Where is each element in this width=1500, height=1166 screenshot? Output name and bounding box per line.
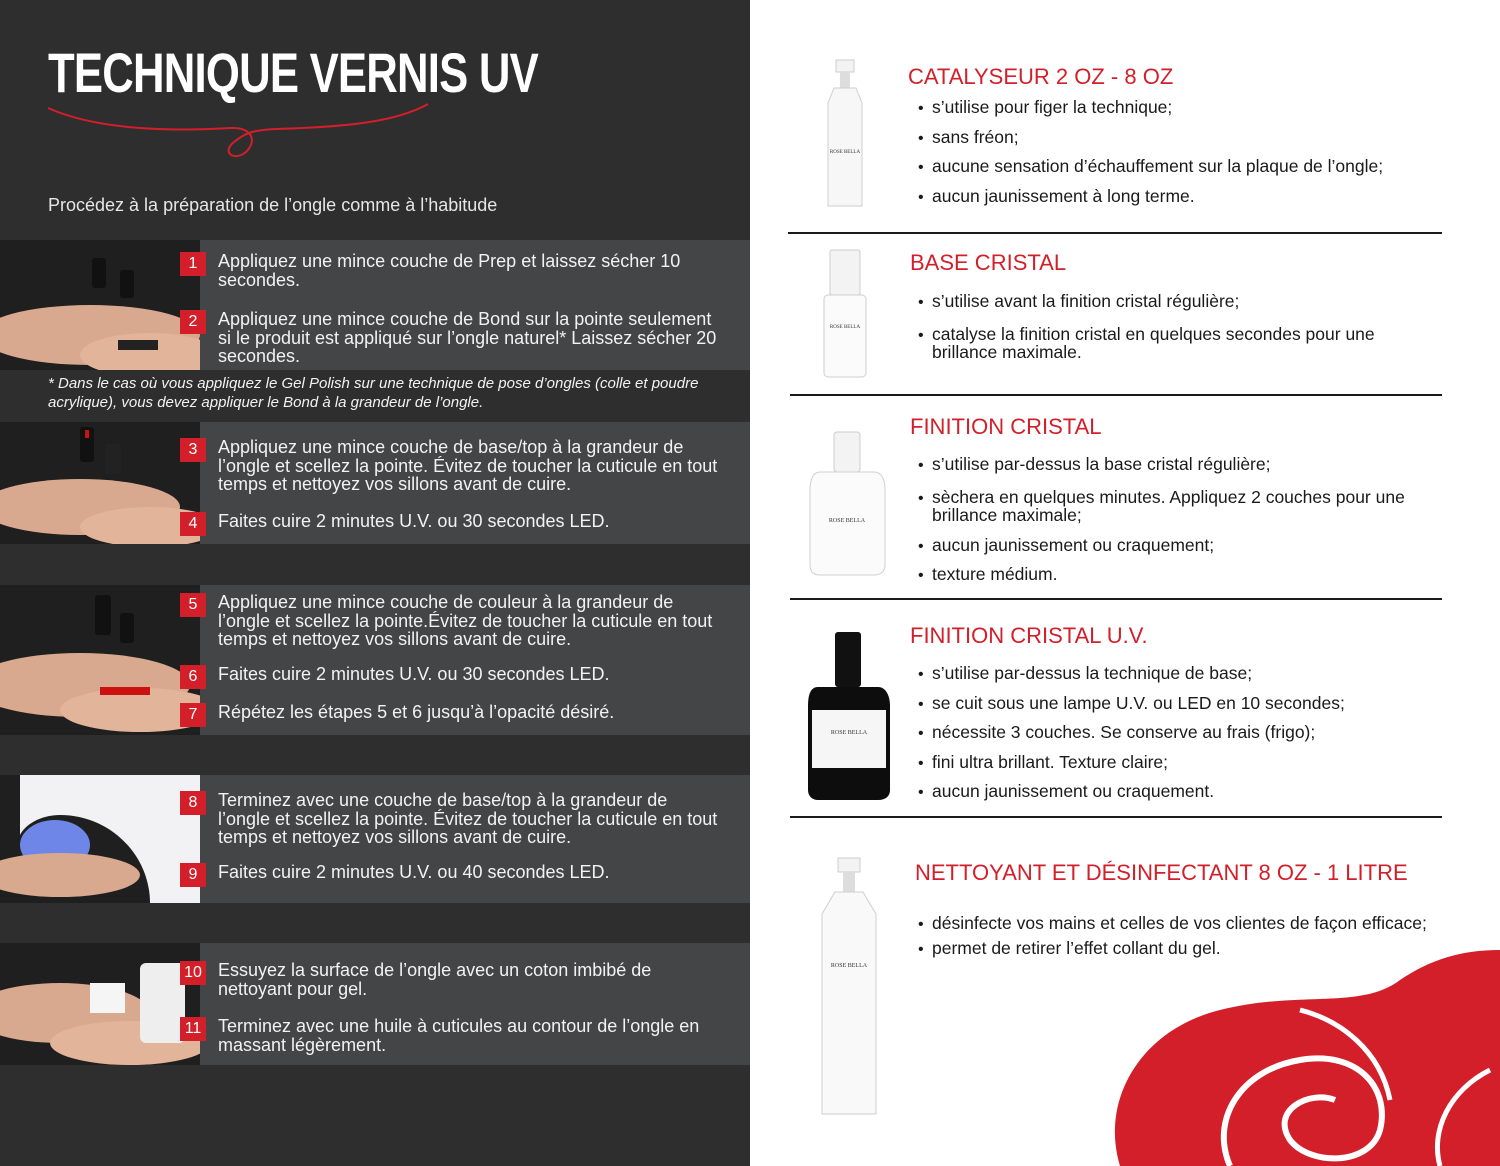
bullet-item: • se cuit sous une lampe U.V. ou LED en 10 secondes;	[918, 694, 1428, 713]
divider	[790, 816, 1442, 818]
step-photo-lamp	[0, 775, 200, 903]
bullet-item: • sèchera en quelques minutes. Appliquez 2 couches pour une brillance maximale;	[918, 488, 1428, 525]
bottle-image	[790, 410, 900, 580]
page-title: TECHNIQUE VERNIS UV	[48, 41, 538, 104]
bullet-item: • s’utilise par-dessus la technique de base;	[918, 664, 1428, 683]
step-10	[180, 961, 720, 1001]
step-band-3	[0, 585, 750, 735]
divider	[790, 394, 1442, 396]
step-band-4	[0, 775, 750, 903]
black-bottle-image	[790, 618, 900, 803]
step-4	[180, 512, 720, 536]
step-band-5	[0, 943, 750, 1065]
bullet-list	[918, 664, 1428, 801]
step-number: 1	[180, 252, 206, 276]
step-band-1	[0, 240, 750, 370]
step-text: Terminez avec une huile à cuticules au contour de l’ongle en massant légèrement.	[218, 1016, 700, 1055]
product-base-cristal	[790, 248, 1442, 388]
step-5	[180, 593, 720, 651]
bullet-item: • permet de retirer l’effet collant du gel.	[918, 939, 1448, 958]
bullet-item: • aucun jaunissement à long terme.	[918, 187, 1438, 206]
bullet-item: • aucune sensation d’échauffement sur la plaque de l’ongle;	[918, 157, 1438, 176]
spray-bottle-image	[790, 58, 900, 213]
step-number: 6	[180, 665, 206, 689]
step-3	[180, 438, 720, 496]
step-text: Faites cuire 2 minutes U.V. ou 30 secondes LED.	[218, 511, 610, 531]
step-text: Essuyez la surface de l’ongle avec un coton imbibé de nettoyant pour gel.	[218, 960, 652, 999]
bottle-label-text: ROSE BELLA	[829, 150, 861, 155]
step-number: 3	[180, 438, 206, 462]
divider	[788, 232, 1442, 234]
bullet-item: • s’utilise pour figer la technique;	[918, 98, 1438, 117]
bullet-item: • catalyse la finition cristal en quelques secondes pour une brillance maximale.	[918, 325, 1418, 362]
bullet-list	[918, 292, 1418, 362]
step-text: Appliquez une mince couche de base/top à la grandeur de l’ongle et scellez la pointe. Évitez de toucher la cuticule en tout temps et nettoyez vos sillons avant de cuire.	[218, 437, 718, 494]
divider	[790, 598, 1442, 600]
step-11	[180, 1017, 720, 1057]
bullet-item: • aucun jaunissement ou craquement.	[918, 782, 1428, 801]
bullet-item: • sans fréon;	[918, 128, 1438, 147]
bottle-label-text: ROSE BELLA	[829, 325, 861, 330]
bullet-item: • aucun jaunissement ou craquement;	[918, 536, 1428, 555]
bullet-list	[918, 914, 1448, 957]
product-finition-cristal	[790, 410, 1442, 590]
spray-bottle-image	[790, 852, 900, 1120]
product-name: FINITION CRISTAL	[910, 414, 1102, 439]
step-number: 9	[180, 863, 206, 887]
bottle-label-text: ROSE BELLA	[828, 518, 866, 524]
product-name: FINITION CRISTAL U.V.	[910, 623, 1148, 648]
step-8	[180, 791, 720, 849]
step-photo-prep	[0, 240, 200, 370]
step-text: Appliquez une mince couche de Prep et laissez sécher 10 secondes.	[218, 251, 681, 290]
red-flourish-decoration	[46, 100, 436, 172]
bullet-item: • désinfecte vos mains et celles de vos clientes de façon efficace;	[918, 914, 1448, 933]
step-number: 10	[180, 961, 206, 985]
bullet-item: • s’utilise avant la finition cristal régulière;	[918, 292, 1418, 311]
step-9	[180, 863, 720, 887]
bottle-label-text: ROSE BELLA	[830, 730, 868, 736]
step-6	[180, 665, 720, 689]
step-text: Faites cuire 2 minutes U.V. ou 40 secondes LED.	[218, 862, 610, 882]
intro-text: Procédez à la préparation de l’ongle comme à l’habitude	[48, 195, 498, 215]
bottle-image	[790, 248, 900, 383]
step-text: Répétez les étapes 5 et 6 jusqu’à l’opacité désiré.	[218, 702, 615, 722]
bullet-item: • texture médium.	[918, 565, 1428, 584]
product-finition-cristal-uv	[790, 618, 1442, 808]
step-number: 2	[180, 310, 206, 334]
product-nettoyant	[790, 852, 1442, 1122]
product-name: BASE CRISTAL	[910, 250, 1067, 275]
product-catalyseur	[790, 58, 1442, 218]
step-photo-color	[0, 585, 200, 735]
step-text: Faites cuire 2 minutes U.V. ou 30 secondes LED.	[218, 664, 610, 684]
bullet-item: • s’utilise par-dessus la base cristal régulière;	[918, 455, 1428, 474]
bullet-list	[918, 98, 1438, 205]
bottle-label-text: ROSE BELLA	[830, 963, 868, 969]
step-2	[180, 310, 720, 366]
step-7	[180, 703, 720, 727]
bullet-list	[918, 455, 1428, 584]
step-number: 7	[180, 703, 206, 727]
step-1	[180, 252, 720, 292]
step-number: 11	[180, 1017, 206, 1041]
step-band-2	[0, 422, 750, 544]
product-name: CATALYSEUR 2 OZ - 8 OZ	[908, 64, 1174, 89]
step-number: 8	[180, 791, 206, 815]
step-number: 5	[180, 593, 206, 617]
step-number: 4	[180, 512, 206, 536]
product-name: NETTOYANT ET DÉSINFECTANT 8 OZ - 1 LITRE	[915, 860, 1408, 885]
step-text: Appliquez une mince couche de Bond sur la pointe seulement si le produit est appliqué sur l’ongle naturel* Laissez sécher 20 secondes.	[218, 309, 717, 366]
step-photo-clean	[0, 943, 200, 1065]
footnote: * Dans le cas où vous appliquez le Gel Polish sur une technique de pose d’ongles (colle et poudre acrylique), vous devez appliquer le Bond à la grandeur de l’ongle.	[48, 375, 699, 411]
bullet-item: • nécessite 3 couches. Se conserve au frais (frigo);	[918, 723, 1428, 742]
bullet-item: • fini ultra brillant. Texture claire;	[918, 753, 1428, 772]
step-text: Appliquez une mince couche de couleur à la grandeur de l’ongle et scellez la pointe.Évitez de toucher la cuticule en tout temps et nettoyez vos sillons avant de cuire.	[218, 592, 713, 649]
step-photo-base	[0, 422, 200, 544]
step-text: Terminez avec une couche de base/top à la grandeur de l’ongle et scellez la pointe. Évitez de toucher la cuticule en tout temps et nettoyez vos sillons avant de cuire.	[218, 790, 718, 847]
